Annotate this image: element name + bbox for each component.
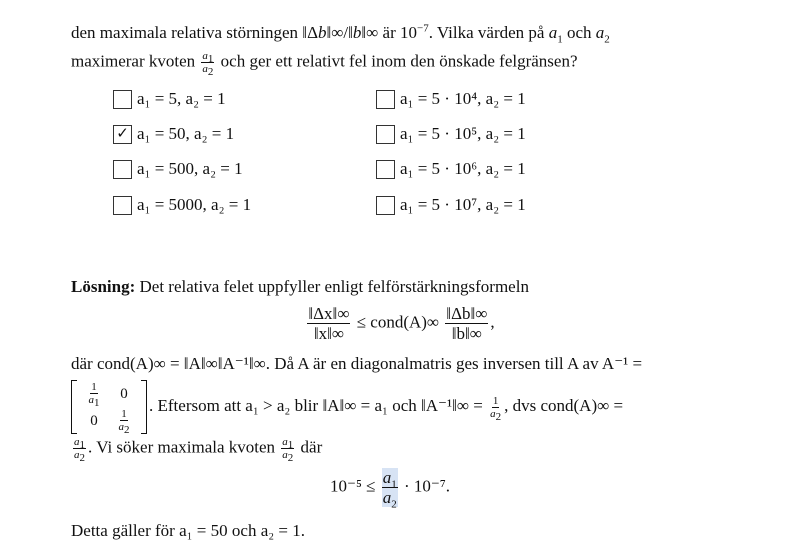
solution-intro: Lösning: Det relativa felet uppfyller enligt felförstärkningsformeln xyxy=(71,277,529,296)
inverse-matrix: $\frac{1}{a_1}$ 0 0 $\frac{1}{a_2}$ xyxy=(71,380,147,434)
highlighted-fraction: $\frac{a_1}{a_2}$ xyxy=(382,468,397,511)
option-2[interactable] xyxy=(113,124,234,144)
option-label: a₁ = 5 · 10⁷, a₂ = 1 xyxy=(400,195,526,214)
option-label: a₁ = 500, a₂ = 1 xyxy=(137,159,243,178)
checkbox[interactable] xyxy=(113,90,132,109)
option-label: a₁ = 50, a₂ = 1 xyxy=(137,124,235,143)
checkbox[interactable] xyxy=(113,160,132,179)
option-label: a₁ = 5 · 10⁶, a₂ = 1 xyxy=(400,159,526,178)
solution-line-4: $\frac{1}{a_1}$ 0 0 $\frac{1}{a_2}$ . Eftersom att a₁ > a₂ blir ‖A‖∞ = a₁ och ‖A⁻¹‖∞ = $\frac{1}{a_2}$ , dvs cond(A)∞ = xyxy=(71,380,623,434)
equation-error-bound: $\frac{‖\Delta x‖\infty}{‖x‖\infty}$ ≤ cond(A)∞ $\frac{‖\Delta b‖\infty}{‖b‖\infty}$ , xyxy=(308,304,495,343)
checkbox[interactable] xyxy=(376,196,395,215)
option-3[interactable] xyxy=(113,159,243,179)
fraction-a1-a2: $\frac{a_1}{a_2}$ xyxy=(202,50,214,79)
equation-ratio-bound: 10⁻⁵ ≤ $\frac{a_1}{a_2}$ · 10⁻⁷. xyxy=(329,468,451,511)
option-label: a₁ = 5, a₂ = 1 xyxy=(137,89,226,108)
right-bracket xyxy=(141,380,147,434)
option-7[interactable] xyxy=(376,159,526,179)
option-label: a₁ = 5 · 10⁴, a₂ = 1 xyxy=(400,89,526,108)
checkbox[interactable]: ✓ xyxy=(113,125,132,144)
option-8[interactable] xyxy=(376,195,526,215)
option-6[interactable] xyxy=(376,124,526,144)
option-1[interactable] xyxy=(113,89,226,109)
option-label: a₁ = 5 · 10⁵, a₂ = 1 xyxy=(400,124,526,143)
solution-line-3: där cond(A)∞ = ‖A‖∞‖A⁻¹‖∞. Då A är en diagonalmatris ges inversen till A av A⁻¹ = xyxy=(71,354,643,373)
checkbox[interactable] xyxy=(376,160,395,179)
option-5[interactable] xyxy=(376,89,526,109)
checkbox[interactable] xyxy=(376,90,395,109)
solution-line-5: $\frac{a_1}{a_2}$ . Vi söker maximala kvoten $\frac{a_1}{a_2}$ där xyxy=(74,436,323,465)
question-line-1: den maximala relativa störningen ‖Δb‖∞/‖b‖∞ är $10^{-7}$. Vilka värden på $a_1$ och $a_2$ xyxy=(71,22,610,46)
option-label: a₁ = 5000, a₂ = 1 xyxy=(137,195,252,214)
solution-conclusion: Detta gäller för a₁ = 50 och a₂ = 1. xyxy=(71,521,305,540)
question-line-2: maximerar kvoten $\frac{a_1}{a_2}$ och ger ett relativt fel inom den önskade felgränsen? xyxy=(71,50,578,79)
option-4[interactable] xyxy=(113,195,251,215)
checkbox[interactable] xyxy=(113,196,132,215)
solution-heading: Lösning: xyxy=(71,277,136,296)
checkbox[interactable] xyxy=(376,125,395,144)
